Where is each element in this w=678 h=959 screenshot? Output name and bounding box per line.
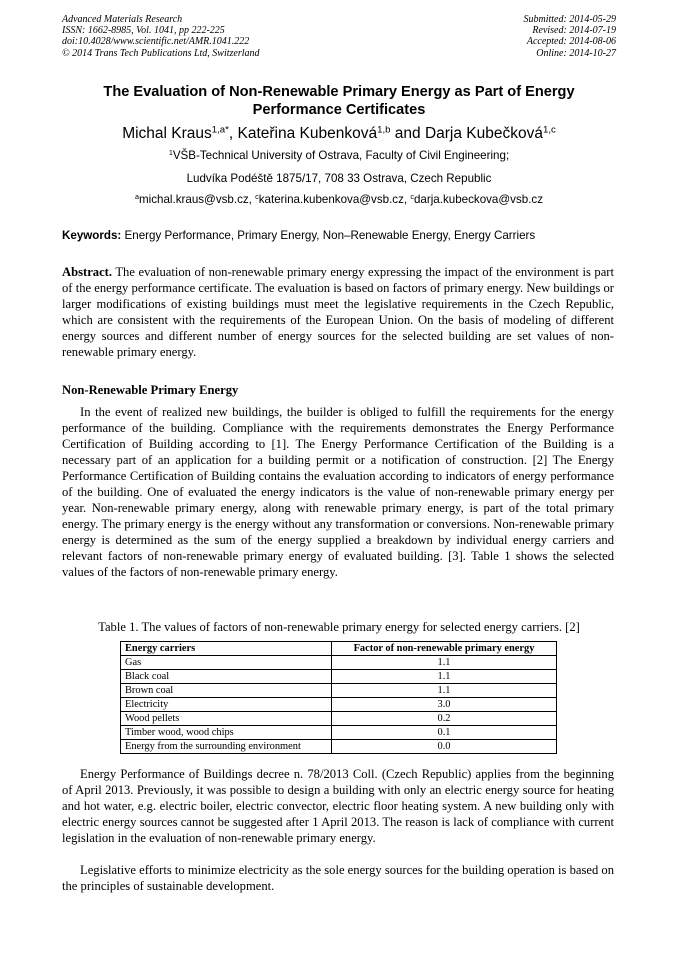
factor-cell: 1.1 xyxy=(332,656,557,670)
doi-line: doi:10.4028/www.scientific.net/AMR.1041.222 xyxy=(62,36,250,48)
factor-cell: 0.0 xyxy=(332,740,557,754)
email-mark: c xyxy=(255,192,259,202)
table-header-row xyxy=(121,642,557,656)
table-row xyxy=(121,656,557,670)
author-separator: , xyxy=(228,125,238,142)
factor-cell: 3.0 xyxy=(332,698,557,712)
email-line xyxy=(62,193,616,207)
affiliation-address: Ludvíka Podéště 1875/17, 708 33 Ostrava, Czech Republic xyxy=(186,172,492,185)
table-row xyxy=(121,698,557,712)
affiliation-mark: 1 xyxy=(168,148,173,158)
author-name: Kateřina Kubenková xyxy=(237,125,378,142)
abstract-label: Abstract. xyxy=(62,265,113,279)
keywords-line xyxy=(62,229,616,243)
factor-cell: 1.1 xyxy=(332,670,557,684)
carrier-cell: Electricity xyxy=(121,698,332,712)
column-header-carriers: Energy carriers xyxy=(121,642,332,656)
copyright-line: © 2014 Trans Tech Publications Ltd, Switzerland xyxy=(62,47,260,59)
email-address: katerina.kubenkova@vsb.cz, xyxy=(258,193,411,206)
journal-name: Advanced Materials Research xyxy=(62,14,183,25)
author-list xyxy=(62,124,616,144)
paper-title: The Evaluation of Non-Renewable Primary Energy as Part of Energy Performance Certificates xyxy=(103,84,575,118)
affiliation-line-1 xyxy=(62,149,616,163)
table-caption: Table 1. The values of factors of non-renewable primary energy for selected energy carriers. [2] xyxy=(98,620,580,634)
factor-cell: 0.2 xyxy=(332,712,557,726)
factor-cell: 0.1 xyxy=(332,726,557,740)
affiliation-institution: VŠB-Technical University of Ostrava, Faculty of Civil Engineering; xyxy=(172,149,510,162)
keywords-label: Keywords: xyxy=(62,229,122,242)
table-row xyxy=(121,712,557,726)
section-heading: Non-Renewable Primary Energy xyxy=(62,383,239,397)
author-name: Darja Kubečková xyxy=(424,125,543,142)
email-mark: c xyxy=(410,192,414,202)
keywords-text: Energy Performance, Primary Energy, Non–Renewable Energy, Energy Carriers xyxy=(124,229,536,242)
publication-dates xyxy=(524,14,617,59)
table-row xyxy=(121,740,557,754)
abstract-text: The evaluation of non-renewable primary energy expressing the impact of the environment is part of the energy performance certificate. The evaluation is based on factors of primary energy. New buildings or larger modifications of existing buildings must meet the legislative requirements in the Czech Republic, which are consistent with the requirements of the European Union. On the basis of modeling of different energy sources and different number of energy sources for the selected building are set values of non-renewable primary energy. xyxy=(62,265,614,359)
body-paragraph-1: In the event of realized new buildings, the builder is obliged to fulfill the requirements for the energy performance of the building. Compliance with the requirements demonstrates the Energy Performance Certification of Building according to [1]. The Energy Performance Certification of the Building is a necessary part of an application for a building permit or a notification of construction. [2] The Energy Performance Certification of Building contains the evaluation according to indicators of energy performance of the building. One of evaluated the energy indicators is the value of non-renewable primary energy per year. Non-renewable primary energy, along with renewable primary energy, is part of the total primary energy. The primary energy is the energy without any transformation or conversions. Non-renewable primary energy is determined as the sum of the energy supplied a breakdown by individual energy carriers and relevant factors of non-renewable primary energy of evaluated building. [3]. Table 1 shows the selected values of the factors of non-renewable primary energy. xyxy=(62,405,614,579)
author-separator: and xyxy=(390,125,425,142)
author-name: Michal Kraus xyxy=(122,125,212,142)
accepted-date: Accepted: 2014-08-06 xyxy=(526,36,616,48)
online-date: Online: 2014-10-27 xyxy=(536,47,616,59)
abstract xyxy=(62,264,614,360)
factor-cell: 1.1 xyxy=(332,684,557,698)
email-mark: a xyxy=(134,192,139,202)
author-affiliation-mark: 1,a* xyxy=(211,124,229,136)
carrier-cell: Timber wood, wood chips xyxy=(121,726,332,740)
issn-line: ISSN: 1662-8985, Vol. 1041, pp 222-225 xyxy=(62,25,225,37)
table-row xyxy=(121,670,557,684)
author-affiliation-mark: 1,b xyxy=(377,124,391,136)
carrier-cell: Gas xyxy=(121,656,332,670)
email-address: darja.kubeckova@vsb.cz xyxy=(413,193,544,206)
email-address: michal.kraus@vsb.cz, xyxy=(138,193,256,206)
carrier-cell: Brown coal xyxy=(121,684,332,698)
author-affiliation-mark: 1,c xyxy=(542,124,556,136)
body-paragraph-2: Energy Performance of Buildings decree n. 78/2013 Coll. (Czech Republic) applies from the beginning of April 2013. Previously, it was possible to design a building with only an electric energy source for heating and hot water, e.g. electric boiler, electric convector, electric floor heating system. A new building only with electric energy sources cannot be suggested after 1 April 2013. The reason is lack of compliance with current legislation in the evaluation of non-renewable primary energy. xyxy=(62,767,614,845)
carrier-cell: Black coal xyxy=(121,670,332,684)
journal-info xyxy=(62,14,260,59)
submitted-date: Submitted: 2014-05-29 xyxy=(523,14,616,25)
energy-factor-table xyxy=(120,641,557,754)
table-row xyxy=(121,684,557,698)
body-paragraph-3: Legislative efforts to minimize electricity as the sole energy sources for the building operation is based on the principles of sustainable development. xyxy=(62,863,614,893)
revised-date: Revised: 2014-07-19 xyxy=(532,25,616,37)
table-row xyxy=(121,726,557,740)
column-header-factor: Factor of non-renewable primary energy xyxy=(332,642,557,656)
carrier-cell: Wood pellets xyxy=(121,712,332,726)
carrier-cell: Energy from the surrounding environment xyxy=(121,740,332,754)
